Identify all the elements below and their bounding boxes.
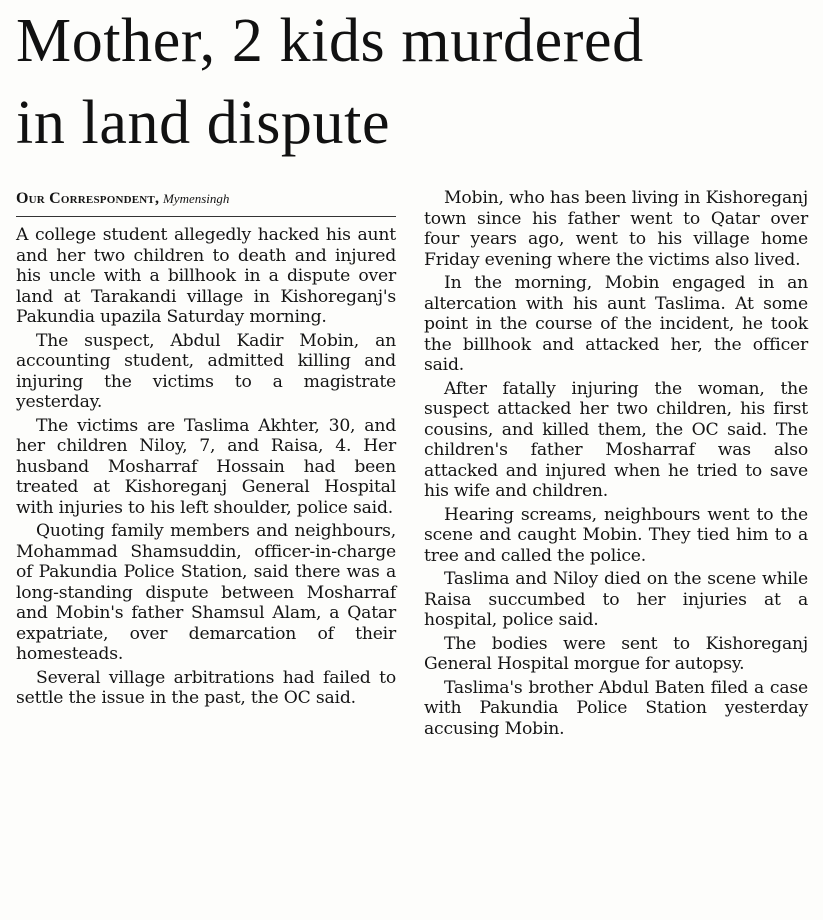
byline-separator: , bbox=[154, 190, 159, 207]
paragraph: After fatally injuring the woman, the suspect attacked her two children, his first cousins, and killed them, the OC said. The children's father Mosharraf was also attacked and injured when he tried to save his wife and children. bbox=[424, 378, 808, 501]
paragraph: The victims are Taslima Akhter, 30, and her children Niloy, 7, and Raisa, 4. Her husband Mosharraf Hossain had been treated at Kishoreganj General Hospital with injuries to his left shoulder, police said. bbox=[16, 415, 396, 518]
paragraph: Taslima's brother Abdul Baten filed a case with Pakundia Police Station yesterday accusing Mobin. bbox=[424, 677, 808, 739]
paragraph: Taslima and Niloy died on the scene while Raisa succumbed to her injuries at a hospital, police said. bbox=[424, 569, 808, 630]
paragraph: In the morning, Mobin engaged in an altercation with his aunt Taslima. At some point in the course of the incident, he took the billhook and attacked her, the officer said. bbox=[424, 273, 808, 375]
article-column-right bbox=[424, 188, 808, 739]
byline-location: Mymensingh bbox=[162, 191, 230, 206]
headline bbox=[16, 0, 816, 164]
paragraph: The suspect, Abdul Kadir Mobin, an accounting student, admitted killing and injuring the victims to a magistrate yesterday. bbox=[16, 330, 396, 412]
paragraph: Quoting family members and neighbours, Mohammad Shamsuddin, officer-in-charge of Pakundia Police Station, said there was a long-standing dispute between Mosharraf and Mobin's father Shamsul Alam, a Qatar expatriate, over demarcation of their homesteads. bbox=[16, 521, 396, 664]
article-column-left bbox=[16, 188, 396, 709]
paragraph: The bodies were sent to Kishoreganj General Hospital morgue for autopsy. bbox=[424, 633, 808, 674]
headline-line-2: in land dispute bbox=[16, 89, 391, 157]
byline-author: Our Correspondent bbox=[16, 190, 155, 207]
paragraph: Hearing screams, neighbours went to the scene and caught Mobin. They tied him to a tree and called the police. bbox=[424, 504, 808, 566]
byline bbox=[16, 188, 396, 217]
paragraph: A college student allegedly hacked his aunt and her two children to death and injured his uncle with a billhook in a dispute over land at Tarakandi village in Kishoreganj's Pakundia upazila Saturday morning. bbox=[16, 225, 396, 327]
headline-line-1: Mother, 2 kids murdered bbox=[16, 7, 644, 75]
paragraph: Several village arbitrations had failed to settle the issue in the past, the OC said. bbox=[16, 667, 396, 708]
paragraph: Mobin, who has been living in Kishoreganj town since his father went to Qatar over four years ago, went to his village home Friday evening where the victims also lived. bbox=[424, 188, 808, 270]
